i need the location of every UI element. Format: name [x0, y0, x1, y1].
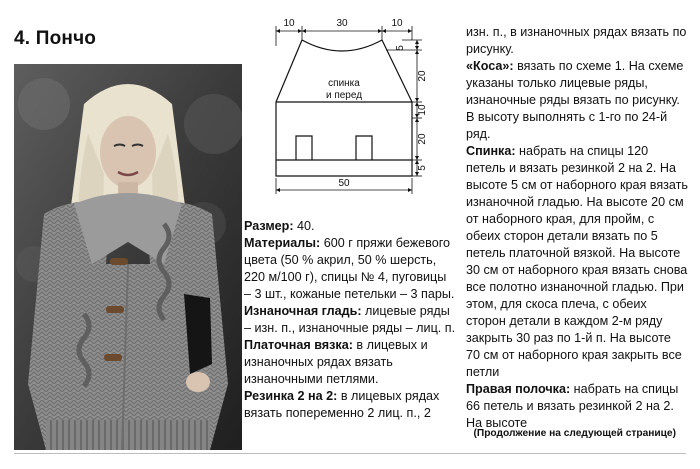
- back-paragraph: [466, 143, 688, 381]
- purl-value: лицевые ряды – изн. п., изнаночные ряды – лиц. п.: [244, 304, 456, 335]
- rib-value: в лицевых рядах вязать попеременно 2 лиц. п., 2: [244, 389, 440, 420]
- rib-paragraph: [244, 388, 456, 422]
- purl-label: Изнаночная гладь:: [244, 304, 362, 318]
- continued-note: (Продолжение на следующей странице): [473, 428, 676, 439]
- schema-label-2: и перед: [325, 90, 363, 101]
- purl-paragraph: [244, 303, 456, 337]
- garter-label: Платочная вязка:: [244, 338, 353, 352]
- cable-value: вязать по схеме 1. На схеме указаны только лицевые ряды, изнаночные ряды вязать по рисунку. В высоту выполнять с 1-го по 24-й ряд.: [466, 59, 684, 141]
- back-value: набрать на спицы 120 петель и вязать резинкой 2 на 2. На высоте 5 см от наборного края вязать изнаночной гладью. На высоте 20 см от наборного края, для пройм, с обеих сторон детали вязать по 5 петель платочной вязкой. На высоте 30 см от наборного края вязать снова все полотно изнаночной гладью. При этом, для скоса плеча, с обеих сторон детали в каждом 2-м ряду закрыть 30 раз по 1-й п. На высоте 70 см от наборного края закрыть все петли: [466, 144, 688, 379]
- cable-paragraph: [466, 58, 688, 143]
- size-value: 40.: [293, 219, 315, 233]
- front-label: Правая полочка:: [466, 382, 571, 396]
- pattern-schematic: [262, 10, 428, 200]
- garter-paragraph: [244, 337, 456, 388]
- dim-right-4: 20: [417, 133, 428, 145]
- cable-label: «Коса»:: [466, 59, 514, 73]
- materials-label: Материалы:: [244, 236, 321, 250]
- intro-paragraph: изн. п., в изнаночных рядах вязать по рисунку.: [466, 25, 687, 56]
- rib-label: Резинка 2 на 2:: [244, 389, 338, 403]
- right-text-column: [466, 24, 688, 432]
- dim-bottom: 50: [338, 178, 350, 189]
- size-label: Размер:: [244, 219, 294, 233]
- dim-right-5: 5: [417, 165, 428, 171]
- page-title: 4. Пончо: [14, 28, 97, 49]
- materials-value: 600 г пряжи бежевого цвета (50 % акрил, 50 % шерсть, 220 м/100 г), спицы № 4, пуговицы – 3 шт., кожаные петельки – 3 пары.: [244, 236, 455, 301]
- dim-right-1: 5: [395, 45, 406, 51]
- dim-top-1: 10: [283, 18, 295, 29]
- left-text-column: [244, 218, 456, 422]
- garter-value: в лицевых и изнаночных рядах вязать изнаночными петлями.: [244, 338, 428, 386]
- bottom-divider: [14, 453, 686, 454]
- front-value: набрать на спицы 66 петель и вязать резинкой 2 на 2. На высоте: [466, 382, 679, 430]
- dim-right-3: 10: [417, 104, 428, 116]
- dim-top-3: 10: [391, 18, 403, 29]
- model-photo: [14, 64, 242, 450]
- back-label: Спинка:: [466, 144, 516, 158]
- dim-right-2: 20: [417, 70, 428, 82]
- materials-paragraph: [244, 235, 456, 303]
- size-paragraph: [244, 218, 456, 235]
- front-paragraph: [466, 381, 688, 432]
- dim-top-2: 30: [336, 18, 348, 29]
- schema-label-1: спинка: [328, 78, 360, 89]
